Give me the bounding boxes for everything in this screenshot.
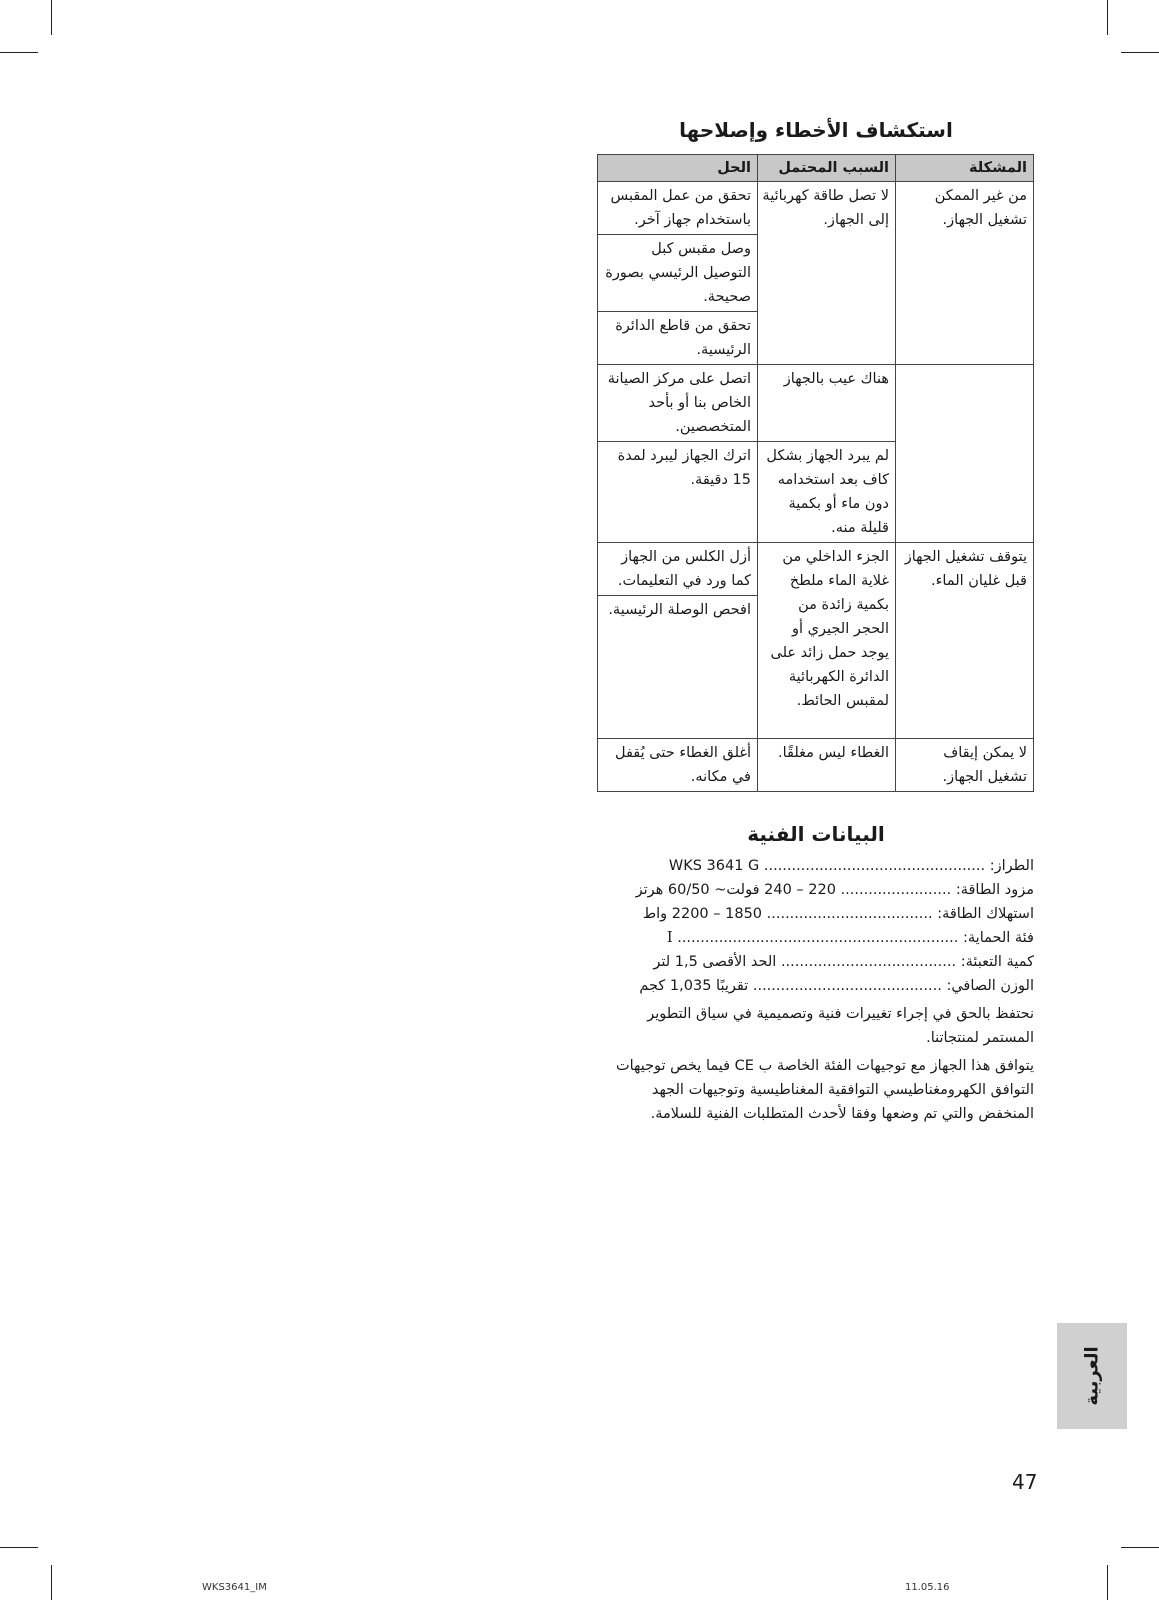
spec-dots: ............................................................. [672, 930, 959, 946]
spec-label: استهلاك الطاقة: [937, 906, 1034, 922]
crop-mark [0, 52, 38, 53]
content-column [598, 118, 1034, 1126]
solution-cell: افحص الوصلة الرئيسية. [598, 596, 758, 739]
troubleshooting-title: استكشاف الأخطاء وإصلاحها [679, 118, 953, 142]
language-tab-label: العربية [1081, 1346, 1103, 1406]
table-row [598, 182, 1034, 235]
crop-mark [0, 1547, 38, 1548]
spec-label: الطراز: [989, 858, 1034, 874]
solution-cell: وصل مقبس كبل التوصيل الرئيسي بصورة صحيحة. [598, 235, 758, 312]
spec-value: WKS 3641 G [668, 858, 760, 874]
problem-cell: يتوقف تشغيل الجهاز قبل غليان الماء. [896, 543, 1034, 739]
solution-cell: أغلق الغطاء حتى يُقفل في مكانه. [598, 739, 758, 792]
spec-label: كمية التعبئة: [960, 954, 1034, 970]
spec-row [598, 878, 1034, 902]
spec-label: مزود الطاقة: [955, 882, 1034, 898]
spec-label: فئة الحماية: [963, 930, 1034, 946]
problem-cell [896, 365, 1034, 543]
specs-note-ce: يتوافق هذا الجهاز مع توجيهات الفئة الخاصة ب CE فيما يخص توجيهات التوافق الكهرومغناطيسي التوافقية المغناطيسية وتوجيهات الجهد المنخفض والتي تم وضعها وفقا لأحدث المتطلبات الفنية للسلامة. [615, 1058, 1034, 1122]
footer-date: 11.05.16 [905, 1582, 950, 1593]
spec-dots: ................................................ [759, 858, 986, 874]
table-row [598, 365, 1034, 442]
cause-cell: لا تصل طاقة كهربائية إلى الجهاز. [758, 182, 896, 365]
page-number: 47 [1012, 1470, 1038, 1494]
crop-mark [1121, 1547, 1159, 1548]
crop-mark [1121, 52, 1159, 53]
spec-dots: ........................ [835, 882, 952, 898]
spec-value: I [666, 930, 673, 946]
spec-dots: ......................................... [748, 978, 942, 994]
header-solution: الحل [598, 155, 758, 182]
solution-cell: اترك الجهاز ليبرد لمدة 15 دقيقة. [598, 442, 758, 543]
specs-list [598, 854, 1034, 998]
solution-cell: أزل الكلس من الجهاز كما ورد في التعليمات. [598, 543, 758, 596]
language-tab [1057, 1323, 1127, 1429]
cause-cell: الجزء الداخلي من غلاية الماء ملطخ بكمية زائدة من الحجر الجيري أو يوجد حمل زائد على الدائرة الكهربائية لمقبس الحائط. [758, 543, 896, 739]
specs-title: البيانات الفنية [747, 822, 885, 846]
crop-mark [51, 0, 52, 35]
problem-cell: من غير الممكن تشغيل الجهاز. [896, 182, 1034, 365]
table-row [598, 543, 1034, 596]
table-header-row [598, 155, 1034, 182]
cause-cell: الغطاء ليس مغلقًا. [758, 739, 896, 792]
spec-dots: .................................... [766, 906, 933, 922]
crop-mark [1107, 0, 1108, 35]
table-row [598, 739, 1034, 792]
solution-cell: تحقق من عمل المقبس باستخدام جهاز آخر. [598, 182, 758, 235]
footer-doc-code: WKS3641_IM [202, 1582, 267, 1593]
spec-label: الوزن الصافي: [946, 978, 1034, 994]
spec-dots: ...................................... [776, 954, 957, 970]
spec-row [598, 854, 1034, 878]
spec-value: 220 – 240 فولت~ 60/50 هرتز [635, 882, 836, 898]
solution-cell: تحقق من قاطع الدائرة الرئيسية. [598, 312, 758, 365]
header-problem: المشكلة [896, 155, 1034, 182]
spec-row [598, 974, 1034, 998]
spec-value: 1850 – 2200 واط [642, 906, 763, 922]
crop-mark [51, 1565, 52, 1600]
spec-row [598, 902, 1034, 926]
header-cause: السبب المحتمل [758, 155, 896, 182]
spec-row [598, 950, 1034, 974]
spec-value: الحد الأقصى 1,5 لتر [653, 954, 777, 970]
spec-value: تقريبًا 1,035 كجم [639, 978, 749, 994]
problem-cell: لا يمكن إيقاف تشغيل الجهاز. [896, 739, 1034, 792]
cause-cell: لم يبرد الجهاز بشكل كاف بعد استخدامه دون ماء أو بكمية قليلة منه. [758, 442, 896, 543]
troubleshooting-table [597, 154, 1034, 792]
solution-cell: اتصل على مركز الصيانة الخاص بنا أو بأحد المتخصصين. [598, 365, 758, 442]
cause-cell: هناك عيب بالجهاز [758, 365, 896, 442]
crop-mark [1107, 1565, 1108, 1600]
spec-row [598, 926, 1034, 950]
specs-note-rights: نحتفظ بالحق في إجراء تغييرات فنية وتصميمية في سياق التطوير المستمر لمنتجاتنا. [647, 1006, 1034, 1046]
